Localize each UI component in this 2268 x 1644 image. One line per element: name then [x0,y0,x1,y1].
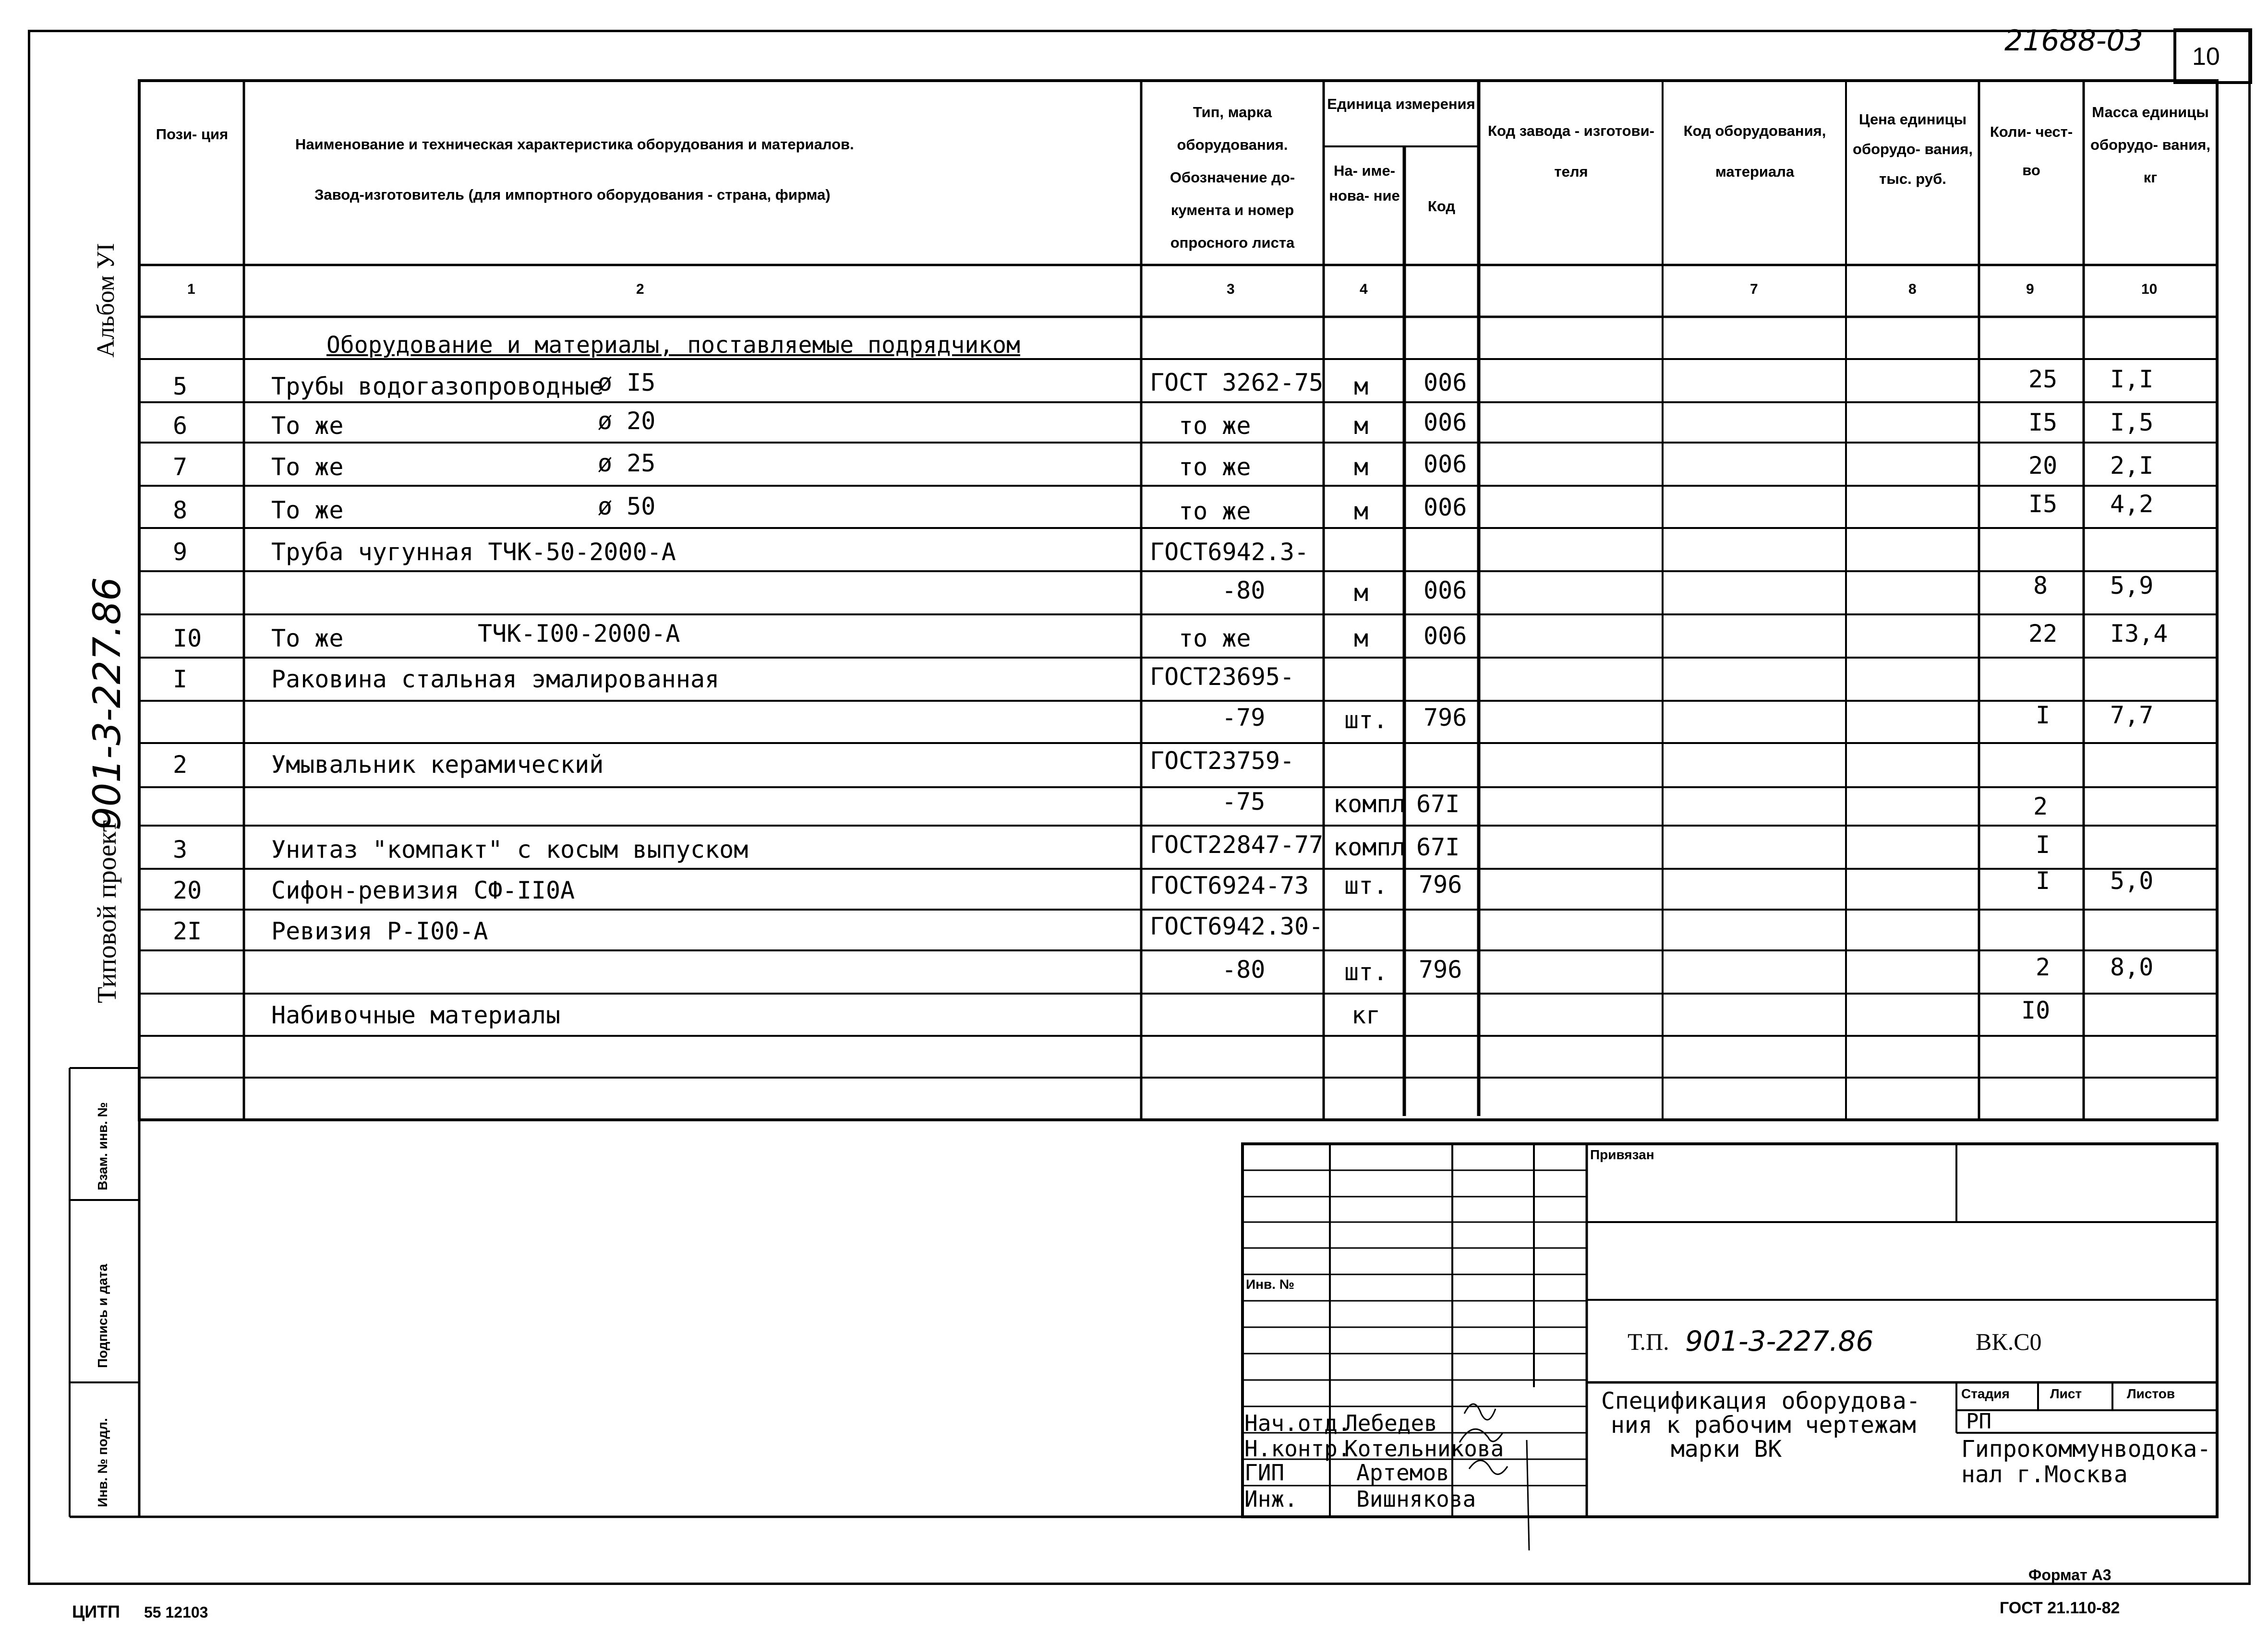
gost-label: ГОСТ 21.110-82 [2000,1599,2120,1617]
col-num-10: 10 [2141,281,2158,297]
name-chief-engineer: Артемов [1356,1460,1449,1486]
row-document: ГОСТ6924-73 [1150,872,1309,900]
col-num-4: 4 [1360,281,1368,297]
row-name: Набивочные материалы [271,1001,561,1029]
role-chief-engineer: ГИП [1244,1460,1285,1486]
sheet-label: Лист [2050,1386,2082,1401]
row-name: То же [271,453,344,481]
stage-value: РП [1966,1409,1991,1434]
row-unit: кг [1351,1001,1381,1029]
row-unit-code: 006 [1424,622,1467,650]
row-document: ГОСТ23695- [1150,663,1295,691]
drawing-mark: ВК.С0 [1976,1328,2042,1355]
section-title: Оборудование и материалы, поставляемые подрядчиком [326,332,1020,359]
row-unit: шт. [1344,706,1388,734]
row-unit-code: 006 [1424,576,1467,604]
cipt-number: 55 12103 [144,1604,208,1621]
row-diameter: ТЧК-I00-2000-А [478,620,680,648]
row-unit: м [1354,412,1369,440]
row-name: Ревизия Р-I00-А [271,917,488,945]
row-position: 8 [173,496,188,524]
organization-line2: нал г.Москва [1961,1461,2128,1488]
row-unit-code: 006 [1424,408,1467,436]
col-num-7: 7 [1750,281,1758,297]
row-unit: шт. [1344,872,1388,900]
row-mass: 2,I [2110,452,2154,480]
row-position: 3 [173,836,188,864]
row-unit-code: 796 [1419,956,1462,984]
row-unit: компл [1333,790,1406,818]
stage-label: Стадия [1961,1386,2010,1401]
row-name: То же [271,496,344,524]
header-plant-code: Код завода - изготови- теля [1488,122,1654,180]
row-quantity: I [2036,701,2051,729]
row-unit-code: 796 [1419,871,1462,899]
sheets-label: Листов [2127,1386,2175,1401]
header-name-line1: Наименование и техническая характеристика оборудования и материалов. [295,136,854,153]
row-document: -80 [1222,576,1266,604]
organization-line1: Гипрокоммунводока- [1961,1436,2211,1463]
header-unit-code: Код [1427,198,1456,215]
header-quantity: Коли- чест- во [1990,123,2073,179]
row-document: то же [1179,412,1251,440]
drawing-title-line3: марки ВК [1671,1436,1782,1463]
name-engineer: Вишнякова [1356,1486,1476,1512]
role-engineer: Инж. [1244,1486,1298,1512]
row-quantity: I5 [2028,408,2058,436]
row-unit-code: 67I [1416,790,1460,818]
col-num-2: 2 [636,281,644,297]
row-unit: м [1354,579,1369,607]
row-unit: м [1354,453,1369,481]
row-position: 6 [173,412,188,440]
row-position: 5 [173,372,188,400]
row-document: -79 [1222,704,1266,732]
drawing-title-line2: ния к рабочим чертежам [1611,1412,1916,1439]
row-document: ГОСТ 3262-75 [1150,369,1324,396]
stamp-label-replaced: Взам. инв. № [95,1102,110,1190]
privyazan-label: Привязан [1590,1147,1654,1162]
header-price: Цена единицы оборудо- вания, тыс. руб. [1853,111,1973,187]
row-quantity: I [2036,831,2051,859]
row-document: то же [1179,624,1251,652]
row-quantity: 8 [2033,572,2048,600]
header-name-line2: Завод-изготовитель (для импортного оборудования - страна, фирма) [314,186,831,203]
row-diameter: ø 50 [598,492,656,520]
stamp-label-original: Инв. № подл. [95,1418,110,1507]
drawing-title-line1: Спецификация оборудова- [1601,1388,1920,1415]
name-normcontrol: Котельникова [1344,1436,1504,1462]
header-unit-name: На- име- нова- ние [1329,162,1400,204]
row-name: То же [271,624,344,652]
name-head: Лебедев [1344,1410,1437,1436]
row-unit: шт. [1344,958,1388,986]
row-unit-code: 006 [1424,450,1467,478]
row-unit-code: 67I [1416,833,1460,861]
row-unit-code: 796 [1424,704,1467,732]
row-name: Трубы водогазопроводные [271,372,604,400]
tp-number: 901-3-227.86 [1685,1325,1874,1357]
inventory-label: Инв. № [1246,1277,1295,1292]
row-quantity: 2 [2036,953,2051,981]
row-name: Раковина стальная эмалированная [271,665,720,693]
role-normcontrol: Н.контр. [1244,1436,1351,1462]
header-type: Тип, марка оборудования. Обозначение до- кумента и номер опросного листа [1170,104,1295,251]
header-equipment-code: Код оборудования, материала [1683,122,1826,180]
row-quantity: I5 [2028,490,2058,518]
row-mass: 4,2 [2110,490,2154,518]
row-position: 7 [173,453,188,481]
header-unit: Единица измерения [1327,96,1475,112]
project-number-side: 901-3-227.86 [86,577,129,830]
header-mass: Масса единицы оборудо- вания, кг [2090,104,2210,186]
row-mass: I,5 [2110,408,2154,436]
row-diameter: ø I5 [598,369,656,396]
row-position: 20 [173,876,202,904]
row-unit-code: 006 [1424,369,1467,396]
col-num-1: 1 [187,281,195,297]
corner-code: 21688-03 [2004,24,2143,58]
cipt-label: ЦИТП [72,1602,121,1621]
row-unit-code: 006 [1424,493,1467,521]
row-document: то же [1179,453,1251,481]
row-mass: 5,9 [2110,572,2154,600]
col-num-9: 9 [2026,281,2034,297]
row-document: ГОСТ6942.3- [1150,538,1309,566]
row-position: 2I [173,917,202,945]
row-name: Унитаз "компакт" с косым выпуском [271,836,748,864]
row-mass: I3,4 [2110,620,2168,648]
page-number: 10 [2192,43,2220,71]
tp-label: Т.П. [1628,1328,1669,1355]
row-unit: м [1354,497,1369,525]
row-position: I0 [173,624,202,652]
row-name: Умывальник керамический [271,751,604,779]
row-document: ГОСТ23759- [1150,747,1295,775]
row-mass: 7,7 [2110,701,2154,729]
row-name: Труба чугунная ТЧК-50-2000-А [271,538,676,566]
role-head: Нач.отд. [1244,1410,1351,1436]
row-quantity: 22 [2028,620,2058,648]
row-position: 2 [173,751,188,779]
row-document: -80 [1222,956,1266,984]
row-quantity: 2 [2033,792,2048,820]
row-mass: 8,0 [2110,953,2154,981]
row-quantity: 25 [2028,365,2058,393]
row-document: -75 [1222,788,1266,816]
row-position: I [173,665,188,693]
row-name: Сифон-ревизия СФ-II0А [271,876,575,904]
project-label: Типовой проект [92,820,122,1003]
row-quantity: I [2036,867,2051,895]
row-unit: м [1354,624,1369,652]
format-label: Формат А3 [2028,1566,2111,1584]
header-position: Пози- ция [156,126,229,143]
col-num-3: 3 [1227,281,1235,297]
row-quantity: 20 [2028,452,2058,480]
row-diameter: ø 20 [598,407,656,435]
stamp-label-signature: Подпись и дата [95,1264,110,1368]
row-document: ГОСТ6942.30- [1150,912,1324,940]
row-unit: м [1354,372,1369,400]
row-document: то же [1179,497,1251,525]
row-position: 9 [173,538,188,566]
row-name: То же [271,412,344,440]
row-document: ГОСТ22847-77 [1150,831,1324,859]
row-unit: компл [1333,833,1406,861]
row-mass: 5,0 [2110,867,2154,895]
album-label: Альбом УI [92,243,120,358]
row-quantity: I0 [2021,996,2051,1024]
col-num-8: 8 [1908,281,1917,297]
row-diameter: ø 25 [598,449,656,477]
row-mass: I,I [2110,365,2154,393]
